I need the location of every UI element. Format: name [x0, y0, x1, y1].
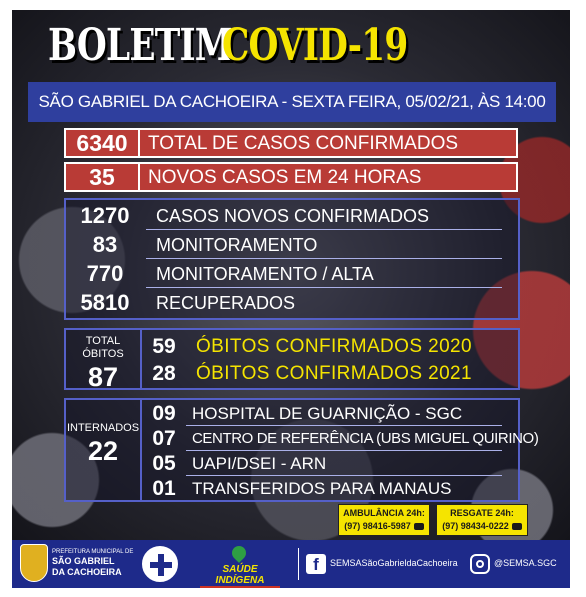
footer	[12, 540, 570, 588]
saude-indigena-logo	[200, 546, 280, 586]
list-item	[66, 360, 518, 388]
prefeitura-line: PREFEITURA MUNICIPAL DE	[52, 549, 134, 555]
rescue-title: RESGATE 24h:	[450, 508, 514, 518]
deaths-value: 59	[152, 335, 176, 358]
municipal-crest-icon	[20, 544, 48, 582]
facebook-icon[interactable]: f	[306, 554, 326, 574]
hospitalized-total-value: 22	[87, 436, 119, 466]
list-item	[66, 400, 518, 426]
new-cases-24h-label: NOVOS CASOS EM 24 HORAS	[148, 167, 422, 188]
deaths-value: 28	[152, 362, 176, 385]
leaf-icon	[229, 543, 249, 563]
rescue-contact[interactable]	[436, 504, 528, 536]
new-cases-24h-row	[64, 162, 518, 192]
whatsapp-icon	[512, 523, 522, 530]
total-cases-row	[64, 128, 518, 158]
health-secretariat-logo-icon	[140, 544, 180, 584]
cases-box	[64, 198, 520, 320]
case-label: RECUPERADOS	[156, 293, 296, 313]
deaths-label: ÓBITOS CONFIRMADOS 2021	[196, 363, 472, 384]
case-value: 1270	[80, 203, 130, 228]
title-boletim: BOLETIM	[48, 20, 232, 71]
deaths-total-label: ÓBITOS	[82, 348, 124, 360]
list-item	[66, 425, 539, 451]
list-item	[66, 333, 518, 361]
list-item	[66, 260, 518, 288]
case-label: CASOS NOVOS CONFIRMADOS	[156, 206, 430, 226]
total-cases-label: TOTAL DE CASOS CONFIRMADOS	[148, 133, 459, 154]
hospitalized-value: 09	[152, 402, 176, 425]
instagram-icon[interactable]	[470, 554, 490, 574]
list-item	[66, 475, 518, 501]
deaths-box	[64, 328, 520, 390]
hospitalized-value: 07	[152, 427, 176, 450]
footer-divider	[298, 548, 299, 580]
list-item	[66, 289, 518, 317]
title-covid: COVID-19	[222, 20, 408, 71]
deaths-label: ÓBITOS CONFIRMADOS 2020	[196, 336, 472, 357]
title-row	[12, 10, 570, 80]
case-label: MONITORAMENTO	[156, 235, 318, 255]
instagram-handle[interactable]: @SEMSA.SGC	[494, 558, 557, 568]
prefeitura-line: DA CACHOEIRA	[52, 567, 122, 577]
facebook-handle[interactable]: SEMSASãoGabrieldaCachoeira	[330, 558, 458, 568]
hospitalized-box	[64, 398, 539, 502]
list-item	[66, 450, 518, 476]
row-divider	[146, 229, 502, 230]
hospitalized-value: 01	[152, 477, 176, 500]
hospitalized-place: TRANSFERIDOS PARA MANAUS	[192, 479, 452, 498]
hospitalized-place: HOSPITAL DE GUARNIÇÃO - SGC	[192, 404, 463, 423]
hospitalized-place: UAPI/DSEI - ARN	[192, 454, 327, 473]
case-value: 5810	[80, 290, 130, 315]
deaths-total-value: 87	[87, 362, 119, 392]
hospitalized-label: INTERNADOS	[66, 422, 140, 434]
list-item	[66, 202, 518, 230]
prefeitura-line: SÃO GABRIEL	[52, 556, 115, 566]
new-cases-24h-value: 35	[66, 164, 140, 190]
case-value: 83	[92, 232, 118, 257]
ambulance-contact[interactable]	[338, 504, 430, 536]
ambulance-title: AMBULÂNCIA 24h:	[343, 508, 425, 518]
case-label: MONITORAMENTO / ALTA	[156, 264, 374, 284]
hospitalized-place: CENTRO DE REFERÊNCIA (UBS MIGUEL QUIRINO)	[192, 430, 539, 447]
hospitalized-value: 05	[152, 452, 176, 475]
bulletin-poster	[12, 10, 570, 540]
row-divider	[146, 258, 502, 259]
case-value: 770	[86, 261, 124, 286]
city-date-bar: SÃO GABRIEL DA CACHOEIRA - SEXTA FEIRA, 05/02/21, ÀS 14:00	[28, 82, 556, 122]
total-cases-value: 6340	[66, 130, 140, 156]
whatsapp-icon	[414, 523, 424, 530]
prefeitura-logo-text	[52, 548, 133, 578]
deaths-total-label: TOTAL	[85, 335, 121, 347]
list-item	[66, 231, 518, 259]
saude-indigena-label: SAÚDE INDÍGENA	[200, 564, 280, 588]
ambulance-phone: (97) 98416-5987	[344, 521, 411, 531]
row-divider	[146, 287, 502, 288]
rescue-phone: (97) 98434-0222	[442, 521, 509, 531]
